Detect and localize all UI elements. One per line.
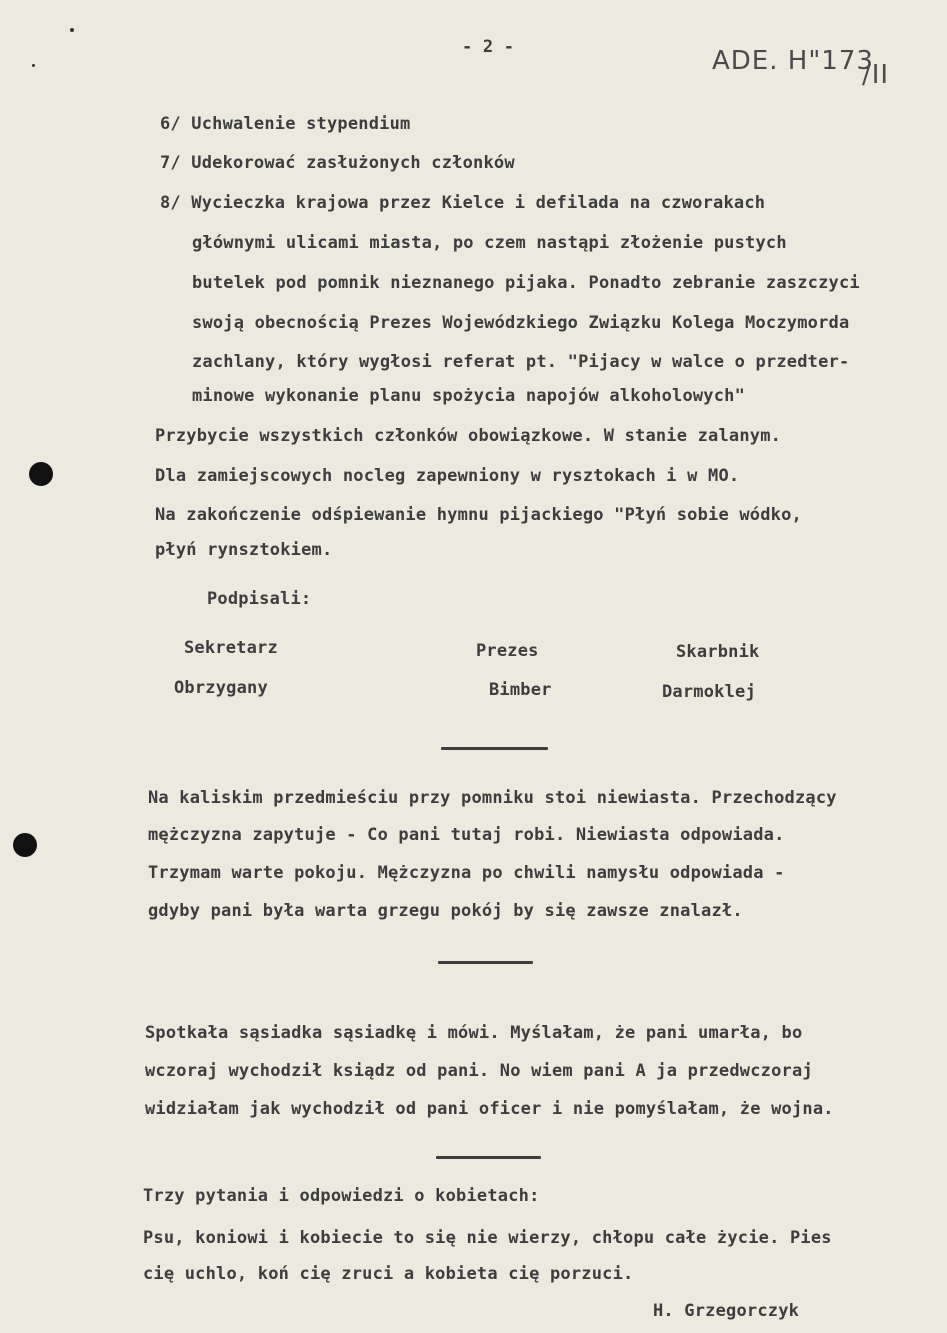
agenda-item-line: zachlany, który wygłosi referat pt. "Pijacy w walce o przedter- bbox=[192, 352, 850, 372]
signatures-label: Podpisali: bbox=[207, 589, 312, 609]
signature-name: Obrzygany bbox=[174, 678, 268, 698]
page-number: - 2 - bbox=[462, 37, 515, 57]
archive-signature: ADE. H"173 bbox=[712, 46, 874, 76]
joke-line: Psu, koniowi i kobiecie to się nie wierzy, chłopu całe życie. Pies bbox=[143, 1228, 832, 1248]
punch-hole bbox=[13, 833, 37, 857]
note-line: Na zakończenie odśpiewanie hymnu pijackiego "Płyń sobie wódko, bbox=[155, 505, 802, 525]
joke-line: cię uchlo, koń cię zruci a kobieta cię porzuci. bbox=[143, 1264, 634, 1284]
joke-line: mężczyzna zapytuje - Co pani tutaj robi. Niewiasta odpowiada. bbox=[148, 825, 785, 845]
agenda-item: 7/ Udekorować zasłużonych członków bbox=[160, 153, 515, 173]
punch-hole bbox=[29, 462, 53, 486]
agenda-item: 8/ Wycieczka krajowa przez Kielce i defilada na czworakach bbox=[160, 193, 766, 213]
joke-line: wczoraj wychodził ksiądz od pani. No wiem pani A ja przedwczoraj bbox=[145, 1061, 813, 1081]
ink-speck bbox=[32, 64, 35, 67]
joke-line: Na kaliskim przedmieściu przy pomniku stoi niewiasta. Przechodzący bbox=[148, 788, 837, 808]
archive-volume: /II bbox=[862, 60, 890, 90]
agenda-item-line: głównymi ulicami miasta, po czem nastąpi złożenie pustych bbox=[192, 233, 787, 253]
joke-line: Trzy pytania i odpowiedzi o kobietach: bbox=[143, 1186, 540, 1206]
joke-line: widziałam jak wychodził od pani oficer i nie pomyślałam, że wojna. bbox=[145, 1099, 834, 1119]
ink-speck bbox=[70, 28, 74, 32]
signature-name: Bimber bbox=[489, 680, 552, 700]
note-line: Przybycie wszystkich członków obowiązkowe. W stanie zalanym. bbox=[155, 426, 782, 446]
section-divider bbox=[441, 747, 548, 750]
section-divider bbox=[436, 1156, 541, 1159]
note-line: Dla zamiejscowych nocleg zapewniony w rysztokach i w MO. bbox=[155, 466, 740, 486]
joke-line: gdyby pani była warta grzegu pokój by się zawsze znalazł. bbox=[148, 901, 743, 921]
joke-line: Trzymam warte pokoju. Mężczyzna po chwili namysłu odpowiada - bbox=[148, 863, 785, 883]
agenda-item: 6/ Uchwalenie stypendium bbox=[160, 114, 411, 134]
section-divider bbox=[438, 961, 533, 964]
joke-line: Spotkała sąsiadka sąsiadkę i mówi. Myślałam, że pani umarła, bo bbox=[145, 1023, 803, 1043]
agenda-item-line: swoją obecnością Prezes Wojewódzkiego Związku Kolega Moczymorda bbox=[192, 313, 850, 333]
note-line: płyń rynsztokiem. bbox=[155, 540, 333, 560]
agenda-item-line: butelek pod pomnik nieznanego pijaka. Ponadto zebranie zaszczyci bbox=[192, 273, 860, 293]
signature-role: Skarbnik bbox=[676, 642, 760, 662]
author-signature: H. Grzegorczyk bbox=[653, 1301, 800, 1321]
signature-role: Prezes bbox=[476, 641, 539, 661]
signature-role: Sekretarz bbox=[184, 638, 278, 658]
signature-name: Darmoklej bbox=[662, 682, 756, 702]
agenda-item-line: minowe wykonanie planu spożycia napojów alkoholowych" bbox=[192, 386, 746, 406]
